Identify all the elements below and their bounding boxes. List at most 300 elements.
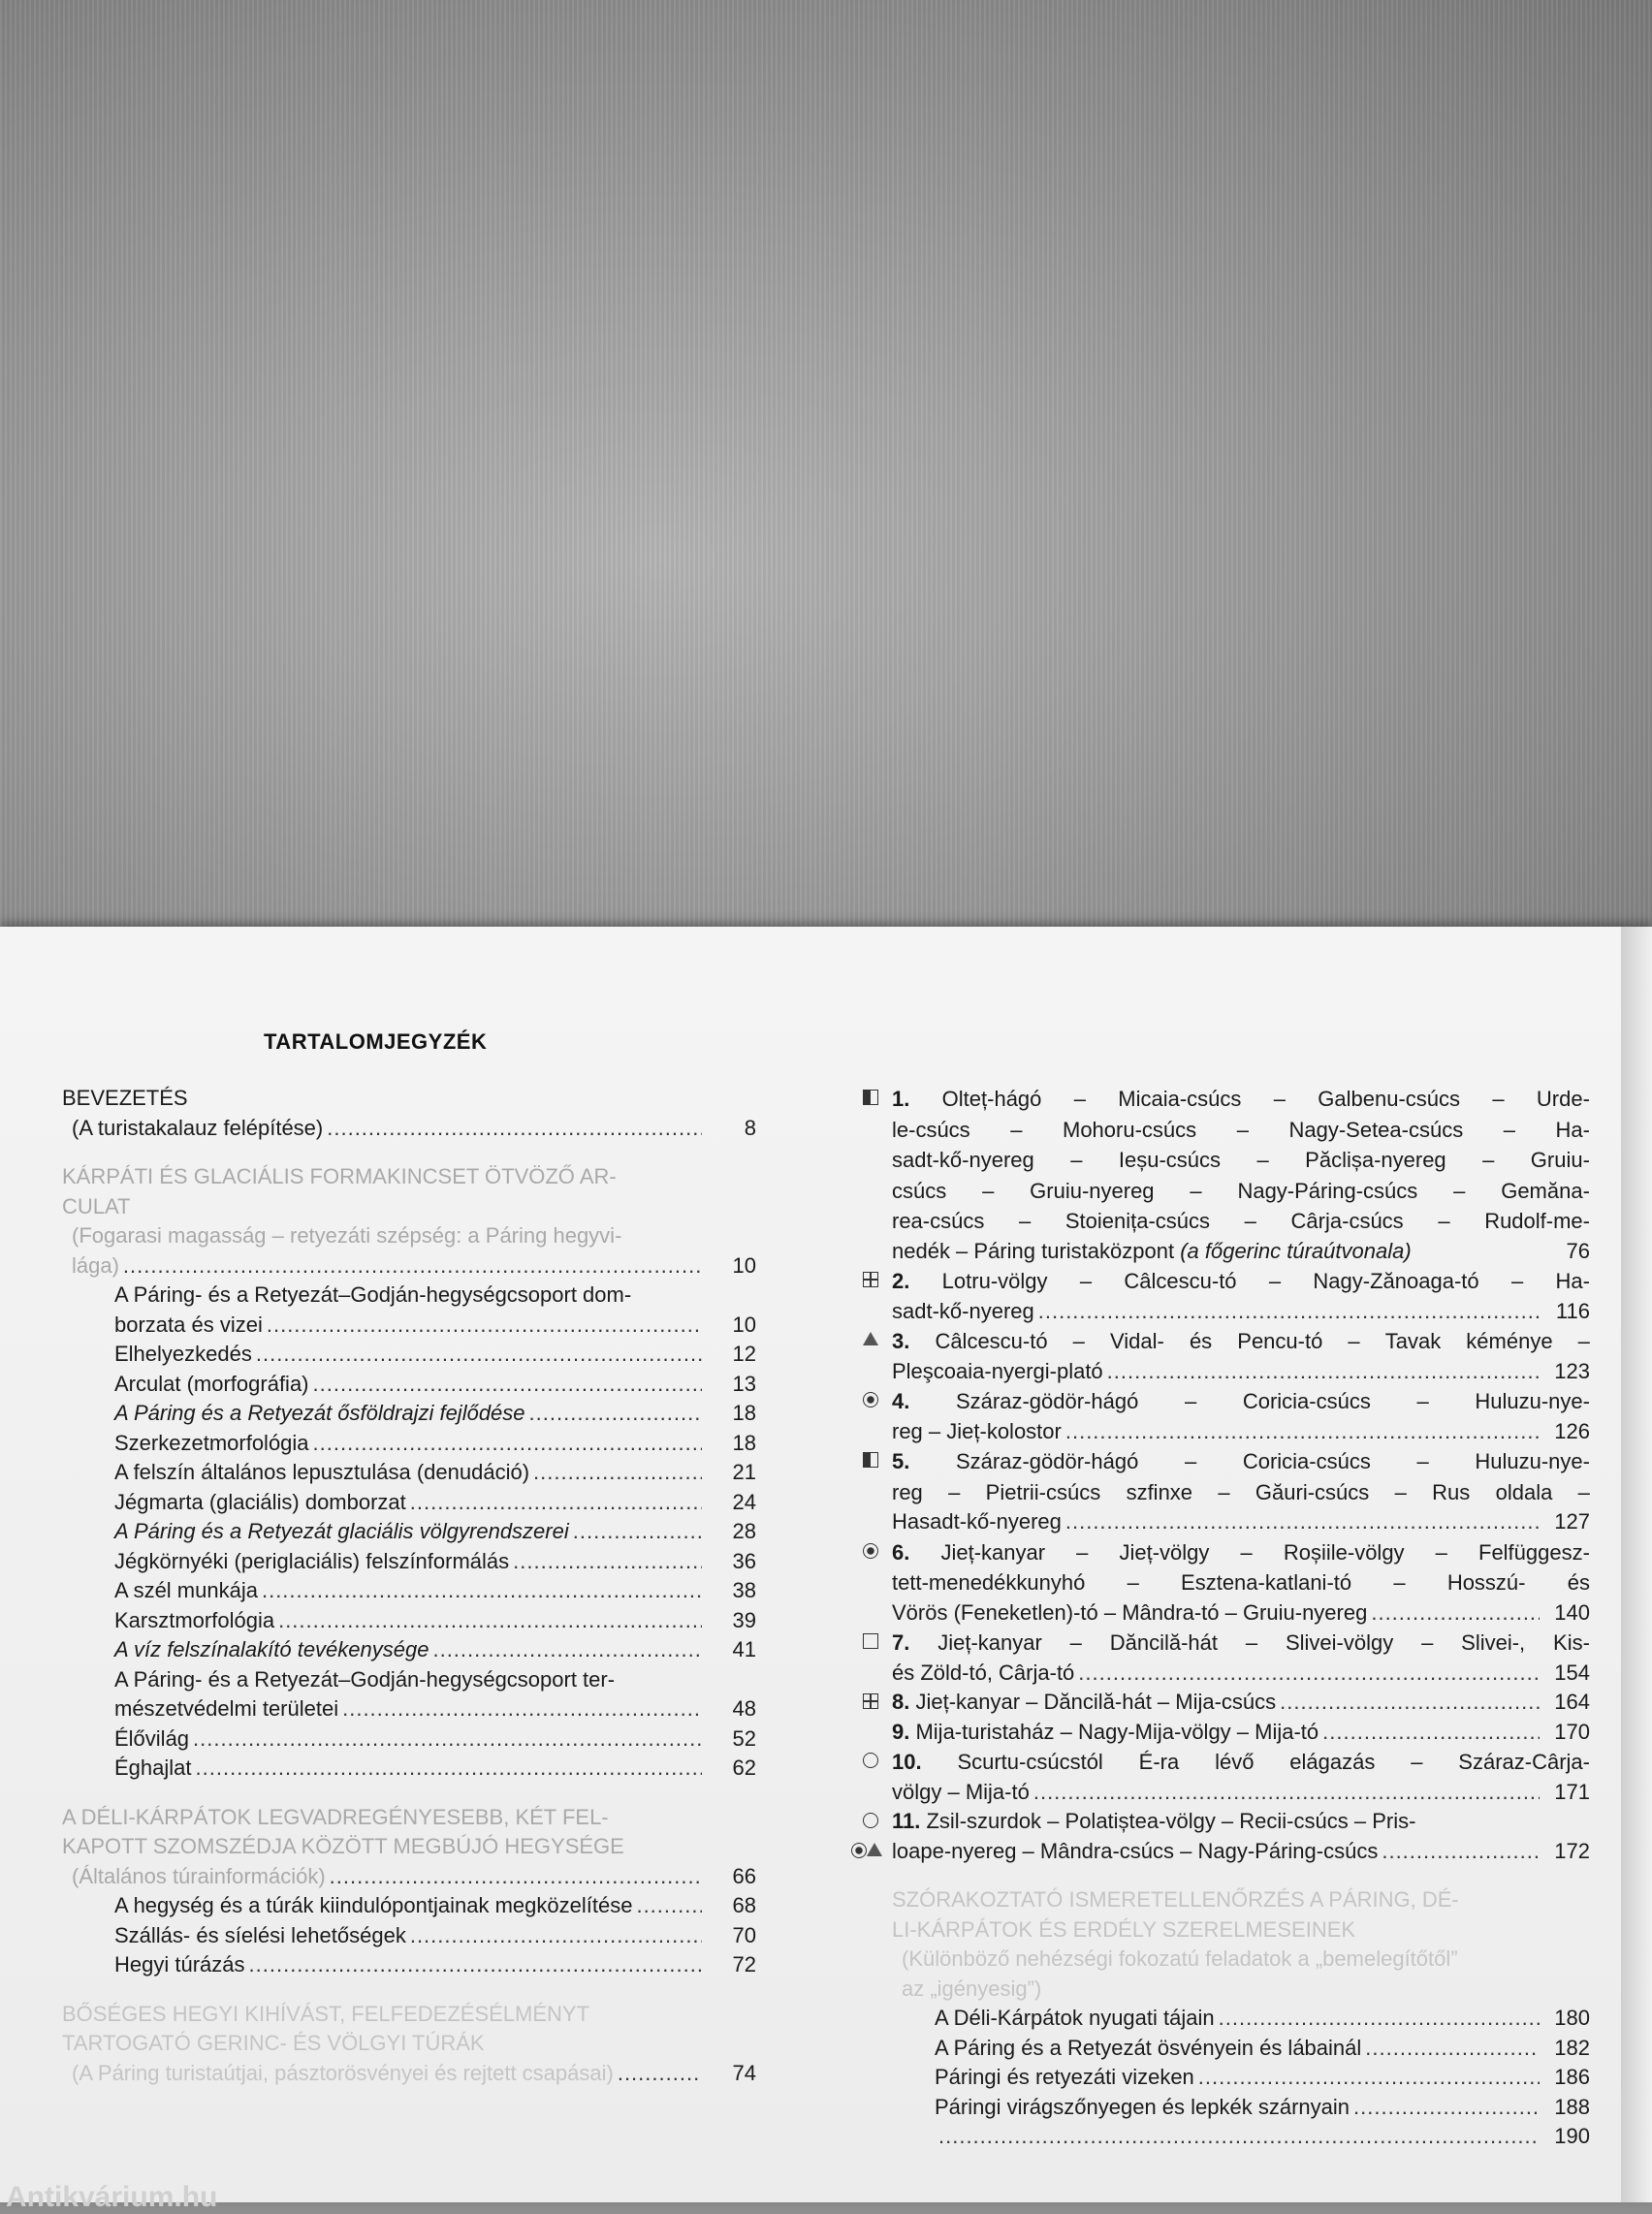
toc-entry-text: (A Páring turistaútjai, pásztorösvényei és rejtett csapásai) <box>72 2060 614 2085</box>
tour-entry <box>892 1688 1590 1718</box>
tour-last-text: 11. Zsil-szurdok – Polatiștea-völgy – Recii-csúcs – Pris- <box>892 1809 1416 1833</box>
square-icon <box>863 1633 878 1649</box>
page-number: 74 <box>732 2060 756 2085</box>
dot-leader <box>278 1606 702 1636</box>
tour-word: Jieț-kanyar <box>937 1630 1042 1655</box>
tour-word: lévő <box>1215 1750 1255 1774</box>
tour-word: Rudolf-me- <box>1484 1209 1590 1233</box>
toc-section <box>62 2000 756 2089</box>
section-heading-text: KAPOTT SZOMSZÉDJA KÖZÖTT MEGBÚJÓ HEGYSÉGE <box>62 1834 624 1858</box>
tour-entry <box>892 1537 1590 1629</box>
tour-line <box>892 1446 1590 1477</box>
toc-entry <box>62 1862 756 1892</box>
tour-word: Galbenu-csúcs <box>1318 1087 1461 1111</box>
dot-leader <box>1365 2034 1540 2064</box>
dot-leader <box>1371 1598 1540 1629</box>
dot-leader <box>262 1576 702 1606</box>
section-heading <box>62 2029 756 2059</box>
toc-entry <box>62 1891 756 1921</box>
toc-entry-text: (Fogarasi magasság – retyezáti szépség: a Páring hegyvi- <box>72 1223 622 1248</box>
section-heading-text: BEVEZETÉS <box>62 1086 188 1110</box>
tour-word: szfinxe <box>1126 1479 1193 1504</box>
toc-entry-text: Jégmarta (glaciális) domborzat <box>114 1489 406 1514</box>
tour-number: 11. <box>892 1809 927 1833</box>
dot-leader <box>533 1458 702 1488</box>
page-number: 170 <box>1554 1719 1590 1744</box>
tour-word: Ieșu-csúcs <box>1118 1148 1222 1172</box>
tour-entry <box>892 1718 1590 1748</box>
page-number: 180 <box>1554 2006 1590 2030</box>
page-number: 70 <box>732 1922 756 1947</box>
tour-word: Câlcescu-tó <box>935 1329 1048 1353</box>
tour-word: Jieț-völgy <box>1119 1539 1210 1565</box>
toc-entry-text: (Általános túrainformációk) <box>72 1863 326 1888</box>
section-heading-text: A DÉLI-KÁRPÁTOK LEGVADREGÉNYESEBB, KÉT FEL- <box>62 1804 609 1829</box>
tour-word: csúcs <box>892 1178 947 1203</box>
page-number: 24 <box>732 1489 756 1514</box>
tour-word: sadt-kő-nyereg <box>892 1148 1034 1172</box>
tour-word: Micaia-csúcs <box>1118 1087 1242 1111</box>
tour-word: – <box>1127 1570 1139 1595</box>
page-number: 48 <box>732 1696 756 1721</box>
dot-leader <box>123 1251 702 1281</box>
tour-number: 10. <box>892 1750 922 1774</box>
page-number: 10 <box>732 1252 756 1278</box>
tour-last-line <box>892 1237 1590 1267</box>
tour-word: Mohoru-csúcs <box>1063 1117 1197 1142</box>
toc-section <box>62 1162 756 1784</box>
toc-entry <box>62 1665 756 1695</box>
toc-entry <box>62 1606 756 1636</box>
circle-icon <box>863 1813 878 1828</box>
toc-entry <box>62 1724 756 1755</box>
dotted-circle-icon <box>863 1543 878 1559</box>
page-number: 28 <box>732 1519 756 1543</box>
tour-word: Păclișa-nyereg <box>1305 1148 1446 1172</box>
toc-entry <box>62 1399 756 1429</box>
half-square-icon <box>863 1452 878 1468</box>
page-number: 66 <box>732 1863 756 1888</box>
toc-entry <box>62 1281 756 1311</box>
tour-word: – <box>1492 1087 1505 1111</box>
tour-line <box>892 1084 1590 1115</box>
tour-word: Nagy-Setea-csúcs <box>1288 1117 1464 1142</box>
toc-entry <box>892 2004 1590 2034</box>
page-number: 76 <box>1566 1238 1590 1263</box>
section-heading-text: LI-KÁRPÁTOK ÉS ERDÉLY SZERELMESEINEK <box>892 1916 1356 1942</box>
dot-leader <box>1353 2093 1540 2123</box>
tour-line <box>892 1145 1590 1176</box>
tour-line <box>892 1176 1590 1207</box>
toc-entry-text: (A turistakalauz felépítése) <box>72 1115 324 1140</box>
tour-entry <box>892 1747 1590 1807</box>
tour-word: kéménye <box>1466 1329 1553 1353</box>
tour-word: Rus <box>1432 1479 1471 1504</box>
toc-entry <box>62 1429 756 1459</box>
tour-last-text: Vörös (Feneketlen)-tó – Mândra-tó – Gruiu-nyereg <box>892 1599 1368 1625</box>
tour-note: (a főgerinc túraútvonala) <box>1174 1238 1412 1263</box>
tour-entry <box>892 1084 1590 1266</box>
page-number: 18 <box>732 1401 756 1425</box>
tour-word: Slivei-völgy <box>1285 1630 1394 1655</box>
tour-entry <box>892 1446 1590 1537</box>
tour-word: – <box>1184 1389 1197 1413</box>
toc-entry-text: borzata és vizei <box>114 1312 263 1337</box>
dot-leader <box>1198 2063 1540 2093</box>
section-subheading <box>892 1975 1590 2005</box>
dot-leader <box>432 1635 702 1665</box>
toc-entry <box>892 2093 1590 2123</box>
page-gutter <box>1621 927 1652 2202</box>
toc-entry <box>62 1694 756 1724</box>
toc-entry <box>62 1547 756 1577</box>
dot-leader <box>249 1950 702 1980</box>
tour-last-text: 9. Mija-turistaház – Nagy-Mija-völgy – Mija-tó <box>892 1719 1319 1744</box>
tour-word: Jieț-kanyar <box>940 1539 1046 1565</box>
page-number: 72 <box>732 1952 756 1977</box>
tour-word: Ha- <box>1555 1269 1590 1293</box>
tour-line <box>892 1206 1590 1237</box>
tour-number: 5. <box>892 1449 910 1473</box>
tour-number: 4. <box>892 1389 910 1413</box>
table-surface <box>0 0 1652 931</box>
page-number: 127 <box>1554 1509 1590 1534</box>
tour-entry <box>892 1266 1590 1326</box>
page-number: 52 <box>732 1725 756 1751</box>
toc-entry <box>892 2122 1590 2152</box>
section-heading-text: KÁRPÁTI ÉS GLACIÁLIS FORMAKINCSET ÖTVÖZŐ AR- <box>62 1164 617 1188</box>
toc-entry-text: Szerkezetmorfológia <box>114 1430 309 1455</box>
dot-leader <box>636 1891 702 1921</box>
tour-line <box>892 1115 1590 1146</box>
tour-word: Gemăna- <box>1501 1178 1590 1203</box>
tour-number: 9. <box>892 1719 916 1744</box>
section-heading-text: TARTOGATÓ GERINC- ÉS VÖLGYI TÚRÁK <box>62 2031 485 2055</box>
grid-square-icon <box>863 1272 878 1287</box>
page-number: 39 <box>732 1607 756 1632</box>
dot-leader <box>196 1754 702 1784</box>
dot-leader <box>513 1547 702 1577</box>
tour-word: – <box>1079 1269 1093 1293</box>
toc-entry-text: A szél munkája <box>114 1578 258 1602</box>
book-page <box>0 927 1652 2213</box>
tour-word: Roșiile-völgy <box>1283 1539 1405 1565</box>
tour-line <box>892 1567 1590 1598</box>
tour-word: Slivei-, <box>1461 1630 1526 1655</box>
tour-word: – <box>1256 1148 1269 1172</box>
tour-word: elágazás <box>1289 1750 1376 1774</box>
tour-line <box>892 1537 1590 1568</box>
tour-last-line <box>892 1778 1590 1808</box>
tour-word: – <box>1070 1148 1083 1172</box>
section-subheading-text: az „igényesig”) <box>902 1976 1042 2001</box>
toc-entry <box>62 1221 756 1251</box>
toc-entry-text: mészetvédelmi területei <box>114 1696 339 1721</box>
tour-word: – <box>1240 1539 1253 1565</box>
tour-last-line <box>892 1507 1590 1537</box>
page-number: 38 <box>732 1578 756 1602</box>
page-number: 10 <box>732 1312 756 1337</box>
toc-entry-text: A Páring és a Retyezát glaciális völgyrendszerei <box>114 1519 569 1543</box>
tour-word: Olteț-hágó <box>941 1087 1042 1111</box>
page-number: 21 <box>732 1460 756 1484</box>
toc-entry-text: Arculat (morfográfia) <box>114 1371 309 1396</box>
section-subheading-text: (Különböző nehézségi fokozatú feladatok a „bemelegítőtől” <box>902 1946 1458 1971</box>
half-square-icon <box>863 1090 878 1105</box>
page-number: 68 <box>732 1893 756 1917</box>
tour-word: – <box>1416 1389 1429 1413</box>
toc-left-column <box>62 1084 756 2107</box>
dot-leader <box>618 2059 702 2089</box>
tour-word: és <box>1189 1329 1213 1353</box>
tour-word: Hosszú- <box>1446 1570 1526 1595</box>
tour-word: Esztena-katlani-tó <box>1181 1570 1352 1595</box>
dot-leader <box>327 1114 702 1144</box>
tour-word: – <box>1245 1630 1258 1655</box>
dot-leader <box>1065 1507 1540 1537</box>
tour-word: – <box>1453 1178 1466 1203</box>
page-number: 36 <box>732 1548 756 1573</box>
toc-entry-text: A Páring- és a Retyezát–Godján-hegységcsoport dom- <box>114 1282 632 1307</box>
dot-leader <box>410 1921 702 1951</box>
circle-icon <box>863 1753 878 1768</box>
toc-entry <box>62 1576 756 1606</box>
tour-word: Coricia-csúcs <box>1242 1449 1371 1473</box>
watermark: Antikvárium.hu <box>6 2181 218 2213</box>
toc-entry-text: A Déli-Kárpátok nyugati tájain <box>935 2006 1215 2030</box>
tour-word: – <box>948 1479 961 1504</box>
section-heading <box>62 1832 756 1862</box>
toc-entry-text: Jégkörnyéki (periglaciális) felszínformálás <box>114 1548 510 1573</box>
tour-word: Gruiu-nyereg <box>1030 1178 1155 1203</box>
tour-word: – <box>1073 1087 1086 1111</box>
toc-entry <box>62 1517 756 1547</box>
tour-word: Urde- <box>1536 1087 1590 1111</box>
dotted-circle-icon <box>863 1392 878 1407</box>
tour-word: – <box>1069 1630 1082 1655</box>
toc-entry <box>62 1950 756 1980</box>
tour-last-text: sadt-kő-nyereg <box>892 1298 1034 1323</box>
page-number: 172 <box>1554 1838 1590 1863</box>
section-heading <box>892 1885 1590 1915</box>
tour-word: – <box>1076 1539 1089 1565</box>
tour-last-text: Hasadt-kő-nyereg <box>892 1509 1062 1534</box>
toc-entry <box>62 1311 756 1341</box>
tour-word: Ha- <box>1555 1117 1590 1142</box>
toc-entry <box>892 2063 1590 2093</box>
page-number: 116 <box>1555 1298 1590 1323</box>
dot-leader <box>1382 1837 1540 1867</box>
toc-section <box>62 1084 756 1143</box>
tour-last-line <box>892 1837 1590 1867</box>
toc-entry-text: Páringi és retyezáti vizeken <box>935 2065 1194 2089</box>
toc-entry-text: A Páring és a Retyezát ösvényein és lábainál <box>935 2035 1362 2060</box>
tour-last-text: reg – Jieț-kolostor <box>892 1418 1062 1443</box>
dot-leader <box>1107 1357 1540 1387</box>
dot-leader <box>1033 1778 1540 1808</box>
tour-word: Száraz-gödör-hágó <box>955 1389 1139 1413</box>
tour-word: – <box>1268 1269 1282 1293</box>
page-number: 126 <box>1554 1418 1590 1443</box>
tour-word: É-ra <box>1138 1750 1180 1774</box>
tour-entry <box>892 1326 1590 1386</box>
tour-line <box>892 1628 1590 1659</box>
toc-entry <box>62 1370 756 1400</box>
tour-word: – <box>1018 1209 1032 1233</box>
tour-entry <box>892 1837 1590 1867</box>
dotted-circle-icon <box>851 1843 867 1858</box>
tour-word: – <box>1072 1329 1085 1353</box>
tour-word: Felfüggesz- <box>1478 1539 1590 1565</box>
tour-word: Lotru-völgy <box>941 1269 1048 1293</box>
tour-word: – <box>1482 1148 1495 1172</box>
tour-word: – <box>1348 1329 1360 1353</box>
dot-leader <box>1038 1297 1540 1327</box>
tour-word: Pietrii-csúcs <box>985 1479 1101 1504</box>
page-number: 41 <box>732 1637 756 1661</box>
tour-number: 6. <box>892 1539 910 1565</box>
dot-leader <box>938 2122 1540 2152</box>
tour-word: le-csúcs <box>892 1117 970 1142</box>
tour-word: – <box>1236 1117 1249 1142</box>
tour-line <box>892 1747 1590 1778</box>
page-number: 190 <box>1554 2124 1590 2148</box>
page-number: 182 <box>1554 2035 1590 2060</box>
dot-leader <box>1219 2004 1540 2034</box>
tour-word: – <box>1394 1479 1407 1504</box>
page-number: 154 <box>1554 1660 1590 1685</box>
tour-word: reg <box>892 1479 923 1504</box>
page-number: 18 <box>732 1430 756 1455</box>
dot-leader <box>193 1724 702 1755</box>
tour-last-line <box>892 1688 1590 1718</box>
tour-line <box>892 1477 1590 1508</box>
page-number: 123 <box>1554 1358 1590 1383</box>
tour-last-text: Pleşcoaia-nyergi-plató <box>892 1358 1103 1383</box>
tour-line <box>892 1386 1590 1417</box>
tour-word: Nagy-Páring-csúcs <box>1237 1178 1418 1203</box>
toc-entry-text: lága) <box>72 1252 119 1278</box>
tour-last-text: loape-nyereg – Mândra-csúcs – Nagy-Páring-csúcs <box>892 1838 1379 1863</box>
toc-entry-text: A víz felszínalakító tevékenysége <box>114 1637 429 1661</box>
section-heading <box>62 1803 756 1833</box>
tour-word: Pencu-tó <box>1237 1329 1323 1353</box>
page-number: 171 <box>1554 1779 1590 1804</box>
toc-entry <box>62 1754 756 1784</box>
page-number: 140 <box>1554 1599 1590 1625</box>
triangle-icon <box>867 1843 882 1856</box>
tour-word: – <box>1503 1117 1515 1142</box>
tour-number: 1. <box>892 1087 910 1111</box>
toc-entry <box>62 1488 756 1518</box>
toc-entry <box>62 1921 756 1951</box>
section-heading <box>892 1915 1590 1945</box>
toc-entry-text: A felszín általános lepusztulása (denudáció) <box>114 1460 530 1484</box>
dot-leader <box>529 1399 702 1429</box>
tour-word: rea-csúcs <box>892 1209 985 1233</box>
tour-word: Scurtu-csúcstól <box>957 1750 1103 1774</box>
tour-last-text: 8. Jieț-kanyar – Dăncilă-hát – Mija-csúcs <box>892 1690 1277 1714</box>
tour-last-line <box>892 1297 1590 1327</box>
tour-word: Gruiu- <box>1530 1148 1590 1172</box>
toc-entry-text: Elhelyezkedés <box>114 1342 252 1366</box>
tour-word: Vidal- <box>1110 1329 1164 1353</box>
toc-entry-text: Páringi virágszőnyegen és lepkék szárnyain <box>935 2094 1350 2119</box>
page-title: TARTALOMJEGYZÉK <box>264 1029 488 1054</box>
section-heading-text: SZÓRAKOZTATÓ ISMERETELLENŐRZÉS A PÁRING, DÉ- <box>892 1887 1459 1912</box>
section-heading <box>62 1084 756 1114</box>
toc-entry-text: A Páring- és a Retyezát–Godján-hegységcsoport ter- <box>114 1666 616 1692</box>
section-subheading <box>892 1945 1590 1975</box>
tour-word: – <box>982 1178 995 1203</box>
tour-entry <box>892 1807 1590 1837</box>
dot-leader <box>1065 1417 1540 1447</box>
dot-leader <box>1280 1688 1540 1718</box>
toc-entry <box>62 1114 756 1144</box>
tour-last-line <box>892 1417 1590 1447</box>
page-number: 186 <box>1554 2065 1590 2089</box>
tour-line <box>892 1266 1590 1297</box>
toc-entry-text: Élővilág <box>114 1725 190 1751</box>
section-heading <box>62 1162 756 1192</box>
dot-leader <box>342 1694 702 1724</box>
quiz-section <box>892 1885 1590 2152</box>
tour-word: Huluzu-nye- <box>1475 1449 1590 1473</box>
page-number: 13 <box>732 1371 756 1396</box>
toc-entry <box>62 1635 756 1665</box>
tour-word: Nagy-Zănoaga-tó <box>1313 1269 1479 1293</box>
tour-word: – <box>1510 1269 1524 1293</box>
toc-section <box>62 1803 756 1980</box>
page-number: 188 <box>1554 2094 1590 2119</box>
tour-word: – <box>1393 1570 1406 1595</box>
toc-entry-text: Éghajlat <box>114 1755 192 1780</box>
tour-word: – <box>1244 1209 1256 1233</box>
tour-last-line <box>892 1718 1590 1748</box>
section-heading-text: CULAT <box>62 1193 131 1218</box>
toc-entry-text: Karsztmorfológia <box>114 1607 275 1632</box>
dot-leader <box>267 1311 702 1341</box>
tour-list <box>892 1084 1590 1866</box>
section-heading <box>62 2000 756 2030</box>
toc-entry <box>62 2059 756 2089</box>
toc-entry-text: Szállás- és síelési lehetőségek <box>114 1922 406 1947</box>
toc-entry-text: A hegység és a túrák kiindulópontjainak megközelítése <box>114 1893 633 1917</box>
tour-word: Câlcescu-tó <box>1124 1269 1237 1293</box>
tour-entry <box>892 1386 1590 1446</box>
dot-leader <box>410 1488 702 1518</box>
tour-word: – <box>1273 1087 1286 1111</box>
tour-last-text: völgy – Mija-tó <box>892 1779 1030 1804</box>
tour-word: – <box>1190 1178 1202 1203</box>
tour-word: és <box>1567 1570 1590 1595</box>
toc-entry <box>62 1340 756 1370</box>
toc-entry-text: A Páring és a Retyezát ősföldrajzi fejlődése <box>114 1401 525 1425</box>
tour-number: 7. <box>892 1630 910 1655</box>
grid-square-icon <box>863 1693 878 1709</box>
tour-word: – <box>1577 1329 1590 1353</box>
toc-entry <box>892 2034 1590 2064</box>
tour-word: – <box>1577 1479 1590 1504</box>
tour-word: oldala <box>1495 1479 1553 1504</box>
page-number: 12 <box>732 1342 756 1366</box>
toc-entry <box>62 1458 756 1488</box>
page-number: 8 <box>744 1115 756 1140</box>
tour-word: Găuri-csúcs <box>1255 1479 1370 1504</box>
tour-last-line <box>892 1659 1590 1689</box>
tour-word: Stoienița-csúcs <box>1064 1209 1211 1233</box>
tour-word: Dăncilă-hát <box>1109 1630 1219 1655</box>
